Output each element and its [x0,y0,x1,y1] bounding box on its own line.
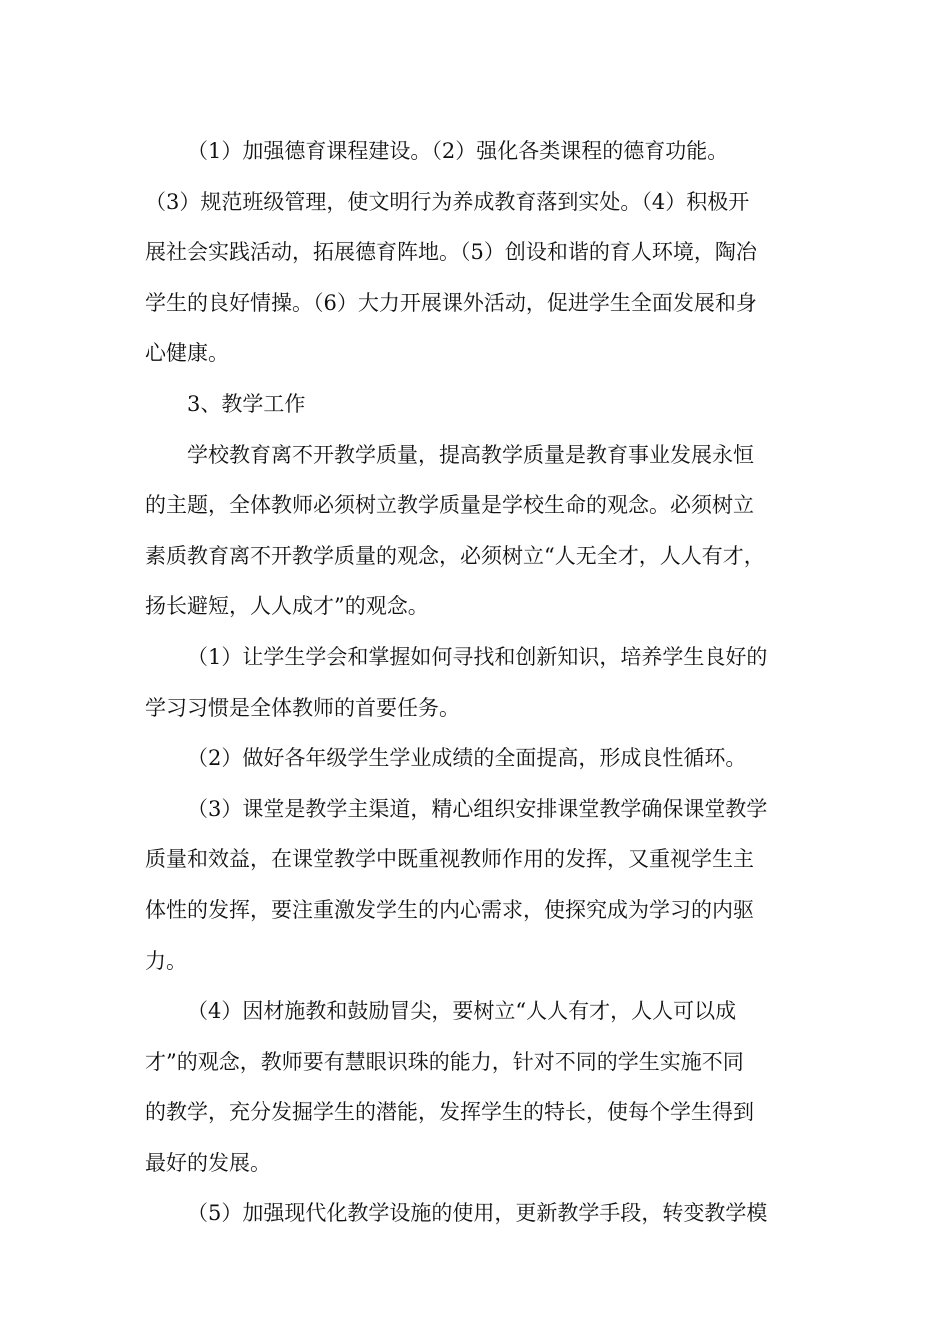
text-line: （2）做好各年级学生学业成绩的全面提高，形成良性循环。 [187,746,747,771]
para-item-3 [145,784,810,986]
para-item-4 [145,986,810,1188]
text-line: （1）加强德育课程建设。（2）强化各类课程的德育功能。 [187,139,729,163]
para-item-5 [145,1188,810,1239]
text-line: 才”的观念，教师要有慧眼识珠的能力，针对不同的学生实施不同 [145,1049,744,1074]
text-line: 学校教育离不开教学质量，提高教学质量是教育事业发展永恒 [187,442,754,467]
text-line: 扬长避短，人人成才”的观念。 [145,594,429,619]
para-teaching-quality [145,430,810,632]
text-line: 质量和效益，在课堂教学中既重视教师作用的发挥，又重视学生主 [145,847,754,872]
text-line: 的教学，充分发掘学生的潜能，发挥学生的特长，使每个学生得到 [145,1100,754,1125]
text-line: 展社会实践活动，拓展德育阵地。（5）创设和谐的育人环境，陶冶 [145,240,757,265]
text-line: 力。 [145,948,187,973]
para-moral-courses [145,126,810,379]
text-line: 的主题，全体教师必须树立教学质量是学校生命的观念。必须树立 [145,493,754,518]
text-line: （4）因材施教和鼓励冒尖，要树立“人人有才，人人可以成 [187,999,737,1024]
section-heading-teaching-work [145,379,810,430]
para-item-1 [145,632,810,733]
text-line: （3）课堂是教学主渠道，精心组织安排课堂教学确保课堂教学 [187,796,768,821]
text-line: （5）加强现代化教学设施的使用，更新教学手段，转变教学模 [187,1201,768,1226]
text-line: （1）让学生学会和掌握如何寻找和创新知识，培养学生良好的 [187,644,768,669]
text-line: 学习习惯是全体教师的首要任务。 [145,695,460,720]
text-line: 素质教育离不开教学质量的观念，必须树立“人无全才，人人有才， [145,543,765,568]
text-line: 心健康。 [145,341,229,366]
text-line: （3）规范班级管理，使文明行为养成教育落到实处。（4）积极开 [145,189,750,214]
section-heading: 3、教学工作 [187,391,306,416]
text-line: 体性的发挥，要注重激发学生的内心需求，使探究成为学习的内驱 [145,897,754,922]
text-line: 最好的发展。 [145,1150,271,1175]
para-item-2 [145,733,810,784]
text-line: 学生的良好情操。（6）大力开展课外活动，促进学生全面发展和身 [145,290,757,315]
document-body [145,126,810,1239]
